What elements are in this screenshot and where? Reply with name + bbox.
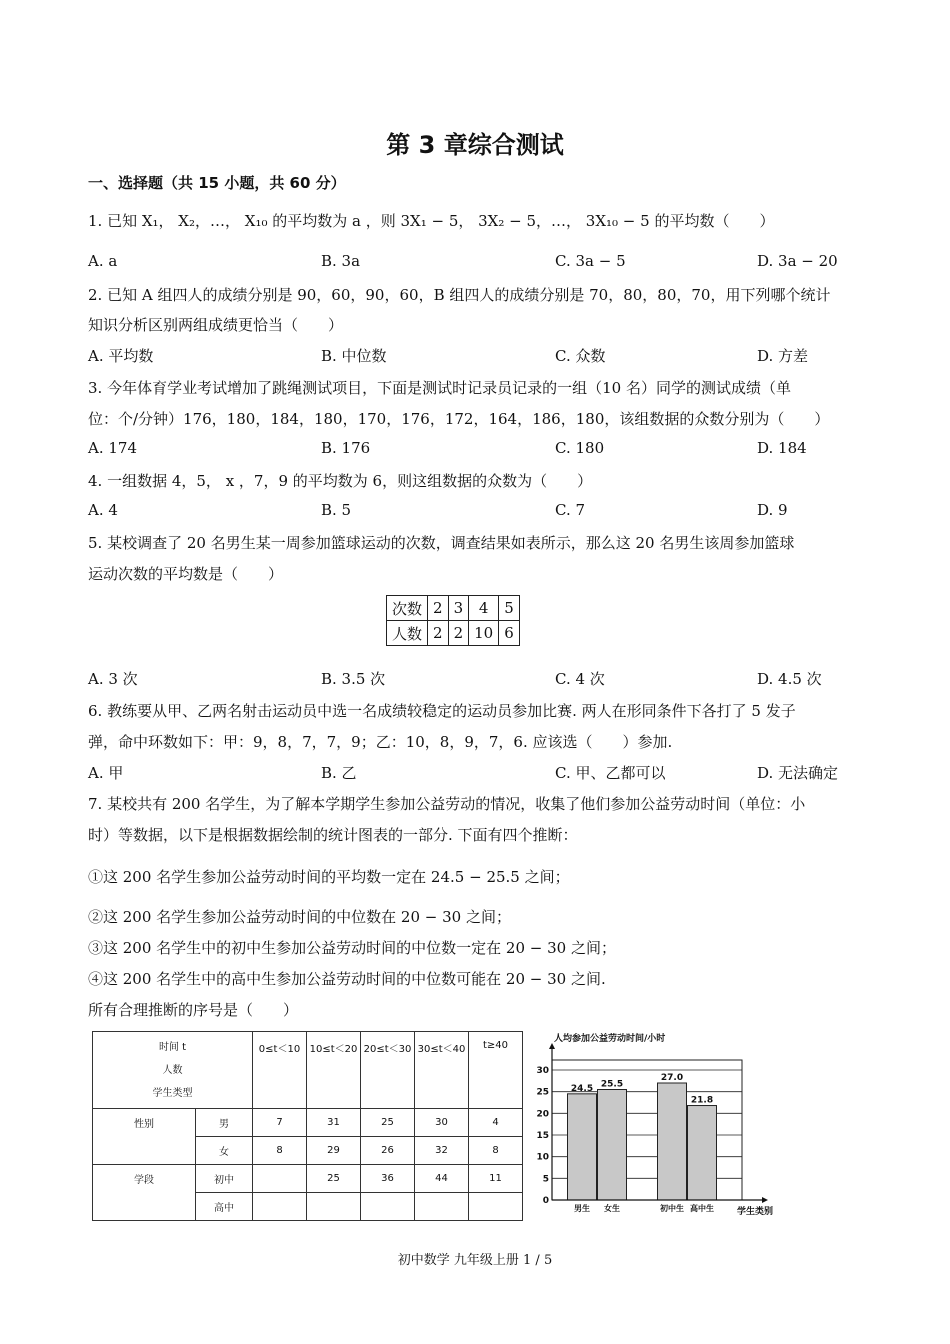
table-cell: 3 bbox=[448, 596, 469, 621]
q2-line-1: 2. 已知 A 组四人的成绩分别是 90，60，90，60，B 组四人的成绩分别是 70，80，80，70，用下列哪个统计 bbox=[88, 286, 831, 304]
chart-x-tick-label: 女生 bbox=[604, 1204, 620, 1213]
chart-bar bbox=[568, 1094, 597, 1200]
chart-data-label: 27.0 bbox=[660, 1073, 684, 1083]
page-footer: 初中数学 九年级上册 1 / 5 bbox=[397, 1253, 553, 1268]
table-cell: 31 bbox=[307, 1109, 361, 1137]
q3-line-1: 3. 今年体育学业考试增加了跳绳测试项目，下面是测试时记录员记录的一组（10 名）同学的测试成绩（单 bbox=[88, 379, 791, 397]
row-group: 性别 bbox=[93, 1109, 196, 1165]
q3-option-c: C. 180 bbox=[555, 439, 605, 457]
table-cell: 4 bbox=[469, 596, 499, 621]
chart-y-tick-label: 5 bbox=[542, 1174, 549, 1185]
column-header: 20≤t＜30 bbox=[361, 1032, 415, 1109]
q3-option-b: B. 176 bbox=[321, 439, 371, 457]
q2-option-d: D. 方差 bbox=[757, 347, 809, 365]
table-cell: 25 bbox=[361, 1109, 415, 1137]
q5-option-b: B. 3.5 次 bbox=[321, 670, 386, 688]
q4-stem: 4. 一组数据 4，5， x ，7，9 的平均数为 6，则这组数据的众数为（ ） bbox=[88, 472, 593, 490]
q5-line-1: 5. 某校调查了 20 名男生某一周参加篮球运动的次数，调查结果如表所示，那么这 20 名男生该周参加篮球 bbox=[88, 534, 795, 552]
q1-stem: 1. 已知 X₁， X₂，…， X₁₀ 的平均数为 a ，则 3X₁ − 5， 3X₂ − 5，…， 3X₁₀ − 5 的平均数（ ） bbox=[88, 212, 775, 230]
column-header: 30≤t＜40 bbox=[415, 1032, 469, 1109]
q6-line-1: 6. 教练要从甲、乙两名射击运动员中选一名成绩较稳定的运动员参加比赛. 两人在形同条件下各打了 5 发子 bbox=[88, 702, 796, 720]
q3-option-a: A. 174 bbox=[88, 439, 137, 457]
q2-option-b: B. 中位数 bbox=[321, 347, 387, 365]
q4-option-c: C. 7 bbox=[555, 501, 586, 519]
page-title: 第 3 章综合测试 bbox=[386, 131, 564, 159]
column-header: t≥40 bbox=[469, 1032, 523, 1109]
q1-option-c: C. 3a − 5 bbox=[555, 252, 626, 270]
table-cell: 次数 bbox=[387, 596, 428, 621]
table-cell bbox=[361, 1193, 415, 1221]
q1-option-d: D. 3a − 20 bbox=[757, 252, 838, 270]
table-row bbox=[93, 1032, 523, 1109]
table-cell: 8 bbox=[253, 1137, 307, 1165]
chart-data-label: 21.8 bbox=[690, 1095, 714, 1106]
chart-x-tick-label: 初中生 bbox=[660, 1204, 684, 1213]
chart-x-axis-arrow bbox=[762, 1197, 768, 1203]
row-label: 男 bbox=[196, 1109, 253, 1137]
table-row bbox=[93, 1109, 523, 1137]
chart-title: 人均参加公益劳动时间/小时 bbox=[554, 1034, 666, 1044]
table-cell: 2 bbox=[428, 596, 449, 621]
q7-statement-4: ④这 200 名学生中的高中生参加公益劳动时间的中位数可能在 20 − 30 之间. bbox=[88, 970, 606, 988]
q4-option-d: D. 9 bbox=[757, 501, 788, 519]
table-cell: 2 bbox=[448, 621, 469, 646]
q7-statement-1: ①这 200 名学生参加公益劳动时间的平均数一定在 24.5 − 25.5 之间； bbox=[88, 868, 570, 886]
table-cell: 25 bbox=[307, 1165, 361, 1193]
table-row bbox=[93, 1165, 523, 1193]
q2-option-a: A. 平均数 bbox=[88, 347, 154, 365]
section-heading: 一、选择题（共 15 小题，共 60 分） bbox=[88, 174, 346, 192]
table-cell: 26 bbox=[361, 1137, 415, 1165]
table-cell: 29 bbox=[307, 1137, 361, 1165]
row-label: 初中 bbox=[196, 1165, 253, 1193]
q7-line-2: 时）等数据，以下是根据数据绘制的统计图表的一部分. 下面有四个推断： bbox=[88, 826, 578, 844]
table-cell bbox=[253, 1165, 307, 1193]
chart-bar bbox=[598, 1090, 627, 1201]
header-type: 学生类型 bbox=[152, 1087, 193, 1099]
table-cell: 30 bbox=[415, 1109, 469, 1137]
q5-option-d: D. 4.5 次 bbox=[757, 670, 822, 688]
q1-option-a: A. a bbox=[88, 252, 118, 270]
q2-option-c: C. 众数 bbox=[555, 347, 606, 365]
chart-y-tick-label: 0 bbox=[542, 1196, 549, 1206]
q7-statement-3: ③这 200 名学生中的初中生参加公益劳动时间的中位数一定在 20 − 30 之间； bbox=[88, 939, 616, 957]
chart-x-tick-label: 高中生 bbox=[690, 1204, 714, 1213]
chart-x-axis-label: 学生类别 bbox=[737, 1207, 774, 1217]
q2-line-2: 知识分析区别两组成绩更恰当（ ） bbox=[88, 316, 344, 334]
chart-y-tick-label: 20 bbox=[536, 1109, 549, 1120]
row-label: 高中 bbox=[196, 1193, 253, 1221]
q6-line-2: 弹，命中环数如下：甲：9，8，7，7，9；乙：10，8，9，7，6. 应该选（ ）参加. bbox=[88, 733, 673, 751]
q4-option-b: B. 5 bbox=[321, 501, 352, 519]
q7-bar-chart bbox=[530, 1025, 780, 1220]
chart-y-tick-label: 30 bbox=[536, 1066, 549, 1076]
header-time: 时间 t bbox=[158, 1041, 187, 1053]
chart-data-label: 25.5 bbox=[600, 1079, 624, 1090]
q6-option-b: B. 乙 bbox=[321, 764, 357, 782]
q4-option-a: A. 4 bbox=[88, 501, 118, 519]
q6-option-c: C. 甲、乙都可以 bbox=[555, 764, 666, 782]
q6-option-d: D. 无法确定 bbox=[757, 764, 839, 782]
q6-option-a: A. 甲 bbox=[88, 764, 124, 782]
chart-y-tick-label: 15 bbox=[536, 1131, 549, 1141]
chart-bar bbox=[688, 1106, 717, 1200]
table-cell: 44 bbox=[415, 1165, 469, 1193]
header-count: 人数 bbox=[162, 1064, 183, 1076]
column-header: 10≤t＜20 bbox=[307, 1032, 361, 1109]
table-cell bbox=[469, 1193, 523, 1221]
chart-data-label: 24.5 bbox=[570, 1083, 594, 1094]
chart-x-tick-label: 男生 bbox=[574, 1204, 590, 1213]
table-row bbox=[387, 621, 520, 646]
table-cell: 2 bbox=[428, 621, 449, 646]
table-cell: 5 bbox=[499, 596, 520, 621]
row-group: 学段 bbox=[93, 1165, 196, 1221]
table-cell: 6 bbox=[499, 621, 520, 646]
chart-y-tick-label: 10 bbox=[536, 1152, 549, 1163]
table-cell: 36 bbox=[361, 1165, 415, 1193]
chart-bar bbox=[658, 1083, 687, 1200]
q5-option-c: C. 4 次 bbox=[555, 670, 605, 688]
table-cell: 8 bbox=[469, 1137, 523, 1165]
table-cell bbox=[307, 1193, 361, 1221]
table-cell bbox=[415, 1193, 469, 1221]
table-cell bbox=[253, 1193, 307, 1221]
table-cell: 32 bbox=[415, 1137, 469, 1165]
table-cell: 11 bbox=[469, 1165, 523, 1193]
q7-data-table bbox=[92, 1031, 523, 1221]
q5-line-2: 运动次数的平均数是（ ） bbox=[88, 565, 284, 583]
q1-option-b: B. 3a bbox=[321, 252, 361, 270]
row-label: 女 bbox=[196, 1137, 253, 1165]
column-header: 0≤t＜10 bbox=[253, 1032, 307, 1109]
table-header-diagonal bbox=[93, 1032, 253, 1109]
table-cell: 4 bbox=[469, 1109, 523, 1137]
chart-y-tick-label: 25 bbox=[536, 1087, 549, 1098]
q7-ask: 所有合理推断的序号是（ ） bbox=[88, 1001, 299, 1019]
q7-line-1: 7. 某校共有 200 名学生，为了解本学期学生参加公益劳动的情况，收集了他们参加公益劳动时间（单位：小 bbox=[88, 795, 806, 813]
table-cell: 7 bbox=[253, 1109, 307, 1137]
table-cell: 10 bbox=[469, 621, 499, 646]
table-row bbox=[387, 596, 520, 621]
q5-frequency-table bbox=[386, 595, 520, 646]
q5-option-a: A. 3 次 bbox=[88, 670, 138, 688]
q3-line-2: 位：个/分钟）176，180，184，180，170，176，172，164，186，180，该组数据的众数分别为（ ） bbox=[88, 410, 830, 428]
table-cell: 人数 bbox=[387, 621, 428, 646]
q7-statement-2: ②这 200 名学生参加公益劳动时间的中位数在 20 − 30 之间； bbox=[88, 908, 511, 926]
q3-option-d: D. 184 bbox=[757, 439, 807, 457]
